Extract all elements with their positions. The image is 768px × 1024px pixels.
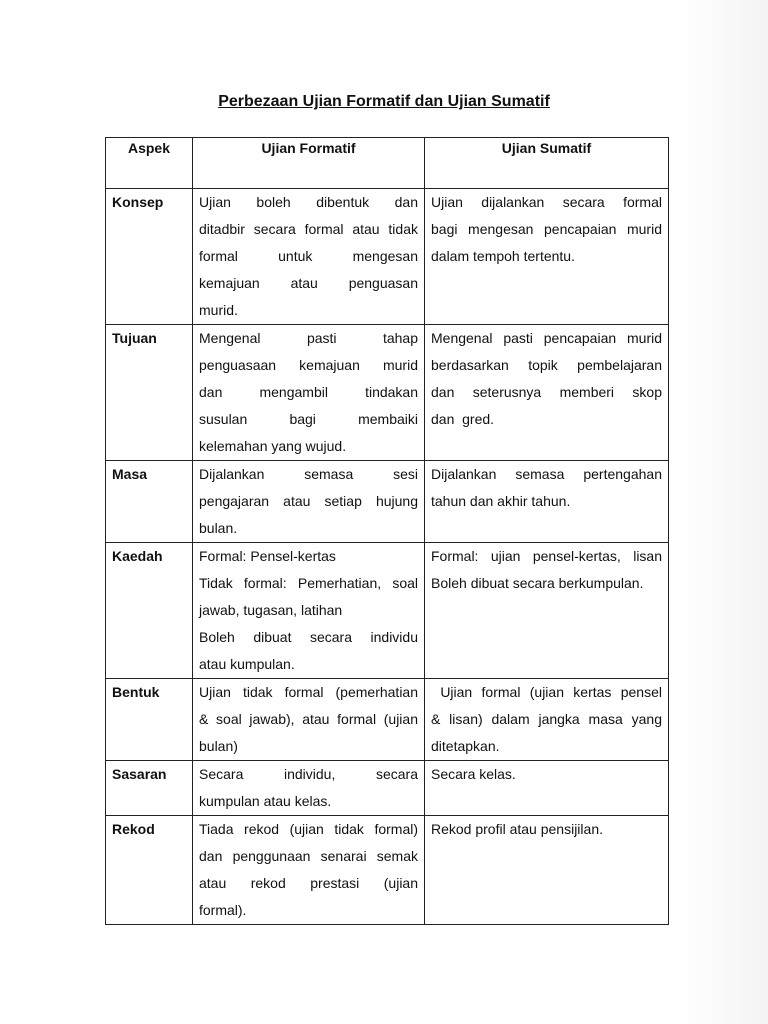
sumatif-cell <box>425 325 669 461</box>
cell-line: Mengenal pasti pencapaian murid <box>431 330 662 346</box>
cell-line: bagi mengesan pencapaian murid <box>431 221 662 237</box>
cell-line: jawab, tugasan, latihan <box>199 602 343 618</box>
cell-line: Tidak formal: Pemerhatian, soal <box>199 575 418 591</box>
cell-line: & lisan) dalam jangka masa yang <box>431 711 662 727</box>
header-ujian-sumatif: Ujian Sumatif <box>425 138 669 189</box>
aspect-cell: Rekod <box>106 816 193 925</box>
cell-line: kelemahan yang wujud. <box>199 438 347 454</box>
cell-line: Boleh dibuat secara berkumpulan. <box>431 575 644 591</box>
cell-line: dan seterusnya memberi skop <box>431 384 662 400</box>
table-row-masa <box>106 461 669 543</box>
cell-line: dan penggunaan senarai semak <box>199 848 418 864</box>
cell-line: & soal jawab), atau formal (ujian <box>199 711 418 727</box>
cell-line: Dijalankan semasa pertengahan <box>431 466 662 482</box>
formatif-cell <box>193 325 425 461</box>
header-ujian-formatif: Ujian Formatif <box>193 138 425 189</box>
aspect-cell: Sasaran <box>106 761 193 816</box>
cell-line: atau kumpulan. <box>199 656 295 672</box>
aspect-cell: Kaedah <box>106 543 193 679</box>
table-row-bentuk <box>106 679 669 761</box>
formatif-cell <box>193 189 425 325</box>
cell-line: bulan. <box>199 520 238 536</box>
cell-line: Mengenal pasti tahap <box>199 330 418 346</box>
cell-line: dan mengambil tindakan <box>199 384 418 400</box>
cell-line: berdasarkan topik pembelajaran <box>431 357 662 373</box>
cell-line: Dijalankan semasa sesi <box>199 466 418 482</box>
formatif-cell <box>193 679 425 761</box>
cell-line: Formal: ujian pensel-kertas, lisan <box>431 548 662 564</box>
header-aspek: Aspek <box>106 138 193 189</box>
cell-line: Rekod profil atau pensijilan. <box>431 821 603 837</box>
comparison-table <box>105 137 669 925</box>
table-row-sasaran <box>106 761 669 816</box>
cell-line: Formal: Pensel-kertas <box>199 548 336 564</box>
table-row-rekod <box>106 816 669 925</box>
cell-line: penguasaan kemajuan murid <box>199 357 418 373</box>
cell-line: formal). <box>199 902 247 918</box>
document-title: Perbezaan Ujian Formatif dan Ujian Sumatif <box>218 93 550 110</box>
sumatif-cell <box>425 189 669 325</box>
sumatif-cell <box>425 461 669 543</box>
cell-line: kumpulan atau kelas. <box>199 793 332 809</box>
aspect-cell: Masa <box>106 461 193 543</box>
cell-line: dan gred. <box>431 411 495 427</box>
cell-line: Secara kelas. <box>431 766 516 782</box>
cell-line: ditetapkan. <box>431 738 500 754</box>
formatif-cell <box>193 543 425 679</box>
cell-line: bulan) <box>199 738 238 754</box>
cell-line: Ujian tidak formal (pemerhatian <box>199 684 418 700</box>
cell-line: ditadbir secara formal atau tidak <box>199 221 418 237</box>
sumatif-cell <box>425 761 669 816</box>
aspect-cell: Tujuan <box>106 325 193 461</box>
formatif-cell <box>193 461 425 543</box>
cell-line: Ujian formal (ujian kertas pensel <box>431 684 662 700</box>
aspect-cell: Bentuk <box>106 679 193 761</box>
table-row-tujuan <box>106 325 669 461</box>
cell-line: tahun dan akhir tahun. <box>431 493 571 509</box>
table-row-konsep <box>106 189 669 325</box>
aspect-cell: Konsep <box>106 189 193 325</box>
cell-line: formal untuk mengesan <box>199 248 418 264</box>
cell-line: Boleh dibuat secara individu <box>199 629 418 645</box>
cell-line: kemajuan atau penguasan <box>199 275 418 291</box>
cell-line: murid. <box>199 302 238 318</box>
sumatif-cell <box>425 543 669 679</box>
cell-line: atau rekod prestasi (ujian <box>199 875 418 891</box>
table-row-kaedah <box>106 543 669 679</box>
cell-line: pengajaran atau setiap hujung <box>199 493 418 509</box>
sumatif-cell <box>425 816 669 925</box>
formatif-cell <box>193 816 425 925</box>
cell-line: Ujian boleh dibentuk dan <box>199 194 418 210</box>
table-header-row <box>106 138 669 189</box>
cell-line: dalam tempoh tertentu. <box>431 248 575 264</box>
sumatif-cell <box>425 679 669 761</box>
formatif-cell <box>193 761 425 816</box>
cell-line: Tiada rekod (ujian tidak formal) <box>199 821 418 837</box>
cell-line: Secara individu, secara <box>199 766 418 782</box>
cell-line: Ujian dijalankan secara formal <box>431 194 662 210</box>
cell-line: susulan bagi membaiki <box>199 411 418 427</box>
